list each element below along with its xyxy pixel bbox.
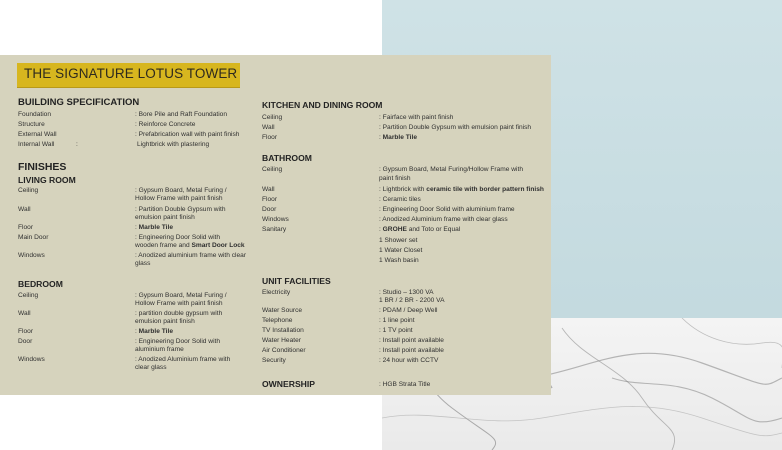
building-spec-heading: BUILDING SPECIFICATION [18,97,140,108]
sanitary-item: 1 Wash basin [379,257,419,264]
spec-value: : partition double gypsum with [135,310,223,317]
spec-label: Wall [18,310,31,317]
spec-label: Windows [262,216,289,223]
spec-label: Door [18,338,33,345]
spec-value: paint finish [379,175,411,182]
ownership-value: : HGB Strata Title [379,381,431,388]
spec-value: : Anodized Aluminium frame with clear glass [379,216,508,223]
spec-value: : 1 TV point [379,327,413,334]
spec-value: : Gypsum Board, Metal Furing/Hollow Frame with [379,166,524,173]
spec-value: : Prefabrication wall with paint finish [135,131,240,138]
sanitary-item: 1 Water Closet [379,247,423,254]
bathroom-heading: BATHROOM [262,153,312,163]
spec-label: TV Installation [262,327,304,334]
spec-value: emulsion paint finish [135,214,195,221]
spec-value: : Marble Tile [135,224,173,231]
spec-value: : Anodized aluminium frame with clear [135,252,247,259]
spec-value: : Install point available [379,337,444,344]
spec-label: Floor [262,134,278,141]
page-title: THE SIGNATURE LOTUS TOWER [24,66,238,81]
spec-value: Lightbrick with plastering [137,141,210,148]
spec-value: Hollow Frame with paint finish [135,300,223,307]
spec-label: Ceiling [262,114,283,121]
spec-label: Ceiling [262,166,283,173]
spec-value: Hollow Frame with paint finish [135,195,223,202]
spec-value: : Partition Double Gypsum with [135,206,226,213]
spec-label: Floor [18,328,34,335]
ownership-heading: OWNERSHIP [262,379,315,389]
spec-colon: : [76,141,78,148]
spec-value: : Anodized Aluminium frame with [135,356,231,363]
spec-value: clear glass [135,364,167,371]
spec-label: Sanitary [262,226,287,233]
spec-value: : PDAM / Deep Well [379,307,438,314]
spec-value: : Install point available [379,347,444,354]
spec-label: Ceiling [18,292,39,299]
spec-value: wooden frame and Smart Door Lock [135,242,245,249]
spec-value: : Partition Double Gypsum with emulsion paint finish [379,124,532,131]
spec-value: : GROHE and Toto or Equal [379,226,461,233]
spec-label: Ceiling [18,187,39,194]
spec-value: : 24 hour with CCTV [379,357,439,364]
spec-value: : Ceramic tiles [379,196,421,203]
spec-label: Telephone [262,317,293,324]
living-room-heading: LIVING ROOM [18,175,76,185]
spec-label: Security [262,357,286,364]
bedroom-heading: BEDROOM [18,279,63,289]
spec-label: Main Door [18,234,49,241]
spec-value: : Gypsum Board, Metal Furing / [135,292,227,299]
sanitary-item: 1 Shower set [379,237,418,244]
spec-label: Wall [18,206,31,213]
spec-value: : Engineering Door Solid with [135,338,221,345]
spec-value: : Fairface with paint finish [379,114,454,121]
spec-label: Water Source [262,307,303,314]
spec-value: : Gypsum Board, Metal Furing / [135,187,227,194]
spec-value: : Marble Tile [135,328,173,335]
unit-facilities-heading: UNIT FACILITIES [262,276,331,286]
spec-label: Structure [18,121,45,128]
spec-label: Floor [262,196,278,203]
spec-label: Air Conditioner [262,347,306,354]
spec-label: Windows [18,252,45,259]
spec-value: : Engineering Door Solid with aluminium frame [379,206,515,213]
spec-value: 1 BR / 2 BR - 2200 VA [379,297,445,304]
spec-label: Wall [262,124,275,131]
spec-value: : Marble Tile [379,134,417,141]
spec-label: Electricity [262,289,291,296]
spec-value: : Studio – 1300 VA [379,289,434,296]
spec-value: aluminium frame [135,346,184,353]
spec-label: Foundation [18,111,51,118]
spec-label: Door [262,206,277,213]
spec-value: : Reinforce Concrete [135,121,196,128]
spec-label: Internal Wall [18,141,55,148]
spec-value: : 1 line point [379,317,415,324]
spec-label: External Wall [18,131,57,138]
spec-label: Water Heater [262,337,301,344]
spec-label: Wall [262,186,275,193]
spec-label: Windows [18,356,45,363]
spec-value: : Engineering Door Solid with [135,234,221,241]
spec-value: emulsion paint finish [135,318,195,325]
spec-value: glass [135,260,151,267]
kitchen-heading: KITCHEN AND DINING ROOM [262,100,383,110]
finishes-heading: FINISHES [18,161,67,173]
spec-value: : Bore Pile and Raft Foundation [135,111,228,118]
spec-label: Floor [18,224,34,231]
spec-value: : Lightbrick with ceramic tile with border pattern finish [379,186,544,193]
